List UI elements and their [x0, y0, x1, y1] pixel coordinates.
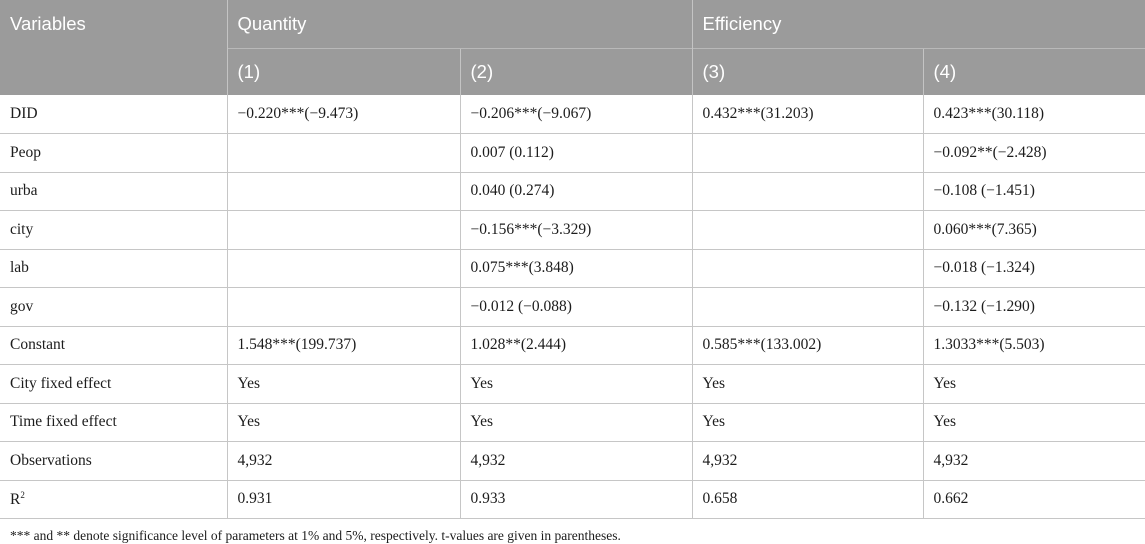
cell-value: 1.548***(199.737) [227, 326, 460, 365]
cell-value: −0.206***(−9.067) [460, 95, 692, 134]
cell-value: −0.018 (−1.324) [923, 249, 1145, 288]
cell-value: −0.012 (−0.088) [460, 288, 692, 327]
table-footnote: *** and ** denote significance level of parameters at 1% and 5%, respectively. t-values are given in parentheses. [10, 528, 621, 543]
cell-value: −0.108 (−1.451) [923, 172, 1145, 211]
cell-value: 0.585***(133.002) [692, 326, 923, 365]
row-label: gov [0, 288, 227, 327]
cell-value: 0.662 [923, 480, 1145, 519]
table-row [0, 95, 1145, 134]
table-row [0, 403, 1145, 442]
cell-value: −0.220***(−9.473) [227, 95, 460, 134]
cell-value: 0.060***(7.365) [923, 211, 1145, 250]
cell-value: 4,932 [692, 442, 923, 481]
row-label: Peop [0, 134, 227, 173]
table-row [0, 442, 1145, 481]
cell-value: 0.040 (0.274) [460, 172, 692, 211]
header-col-3: (3) [692, 48, 923, 95]
table-row [0, 249, 1145, 288]
table-body [0, 95, 1145, 519]
superscript: 2 [20, 489, 25, 500]
table-row [0, 172, 1145, 211]
cell-value: Yes [460, 403, 692, 442]
table-header [0, 0, 1145, 95]
cell-value [227, 288, 460, 327]
cell-value: Yes [923, 365, 1145, 404]
cell-value [692, 134, 923, 173]
header-col-2: (2) [460, 48, 692, 95]
cell-value: 4,932 [460, 442, 692, 481]
cell-value: Yes [692, 365, 923, 404]
row-label: DID [0, 95, 227, 134]
row-label: Constant [0, 326, 227, 365]
cell-value: Yes [692, 403, 923, 442]
table-row [0, 288, 1145, 327]
table-row [0, 365, 1145, 404]
row-label: City fixed effect [0, 365, 227, 404]
cell-value: 0.075***(3.848) [460, 249, 692, 288]
cell-value: −0.132 (−1.290) [923, 288, 1145, 327]
cell-value: 0.423***(30.118) [923, 95, 1145, 134]
table-row [0, 134, 1145, 173]
row-label: lab [0, 249, 227, 288]
cell-value: −0.156***(−3.329) [460, 211, 692, 250]
cell-value: 0.432***(31.203) [692, 95, 923, 134]
cell-value [227, 172, 460, 211]
cell-value: Yes [460, 365, 692, 404]
cell-value: 1.028**(2.444) [460, 326, 692, 365]
cell-value: 4,932 [227, 442, 460, 481]
cell-value [227, 249, 460, 288]
cell-value: Yes [227, 403, 460, 442]
header-col-1: (1) [227, 48, 460, 95]
cell-value [227, 134, 460, 173]
row-label: urba [0, 172, 227, 211]
cell-value [692, 249, 923, 288]
table-row [0, 480, 1145, 519]
cell-value: 4,932 [923, 442, 1145, 481]
header-row-groups [0, 0, 1145, 48]
table-row [0, 211, 1145, 250]
header-group-efficiency: Efficiency [692, 0, 1145, 48]
row-label: city [0, 211, 227, 250]
cell-value [227, 211, 460, 250]
cell-value: 0.007 (0.112) [460, 134, 692, 173]
header-col-4: (4) [923, 48, 1145, 95]
cell-value [692, 172, 923, 211]
cell-value: 0.933 [460, 480, 692, 519]
row-label: Observations [0, 442, 227, 481]
row-label [0, 480, 227, 519]
cell-value [692, 211, 923, 250]
row-label-text: R [10, 490, 21, 508]
cell-value: 0.931 [227, 480, 460, 519]
cell-value: −0.092**(−2.428) [923, 134, 1145, 173]
cell-value: Yes [227, 365, 460, 404]
row-label: Time fixed effect [0, 403, 227, 442]
cell-value [692, 288, 923, 327]
cell-value: Yes [923, 403, 1145, 442]
table-row [0, 326, 1145, 365]
cell-value: 0.658 [692, 480, 923, 519]
header-variables: Variables [0, 0, 227, 95]
cell-value: 1.3033***(5.503) [923, 326, 1145, 365]
header-group-quantity: Quantity [227, 0, 692, 48]
